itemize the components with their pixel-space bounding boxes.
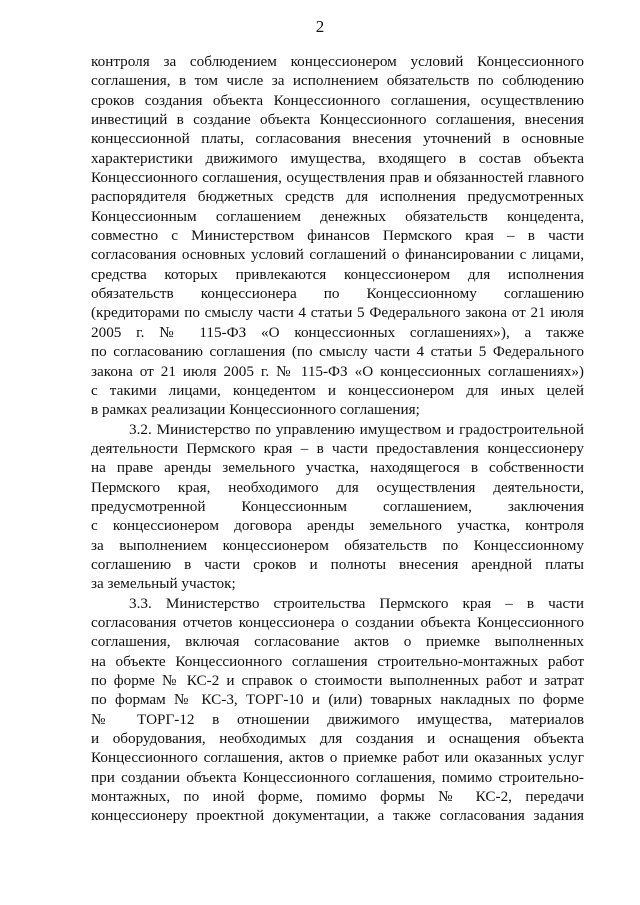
text-line: (кредиторами по смыслу части 4 статьи 5 Федерального закона от 21 июля — [91, 304, 584, 322]
text-line: концессионеру проектной документации, а также согласования задания — [91, 807, 584, 825]
text-line: распорядителя бюджетных средств для исполнения предусмотренных — [91, 188, 584, 206]
text-line: предусмотренной Концессионным соглашением, заключения — [91, 497, 584, 515]
text-line: 2005 г. № 115-ФЗ «О концессионных соглашениях»), а также — [91, 323, 584, 341]
text-line: соглашения, включая согласование актов о приемке выполненных — [91, 633, 584, 651]
text-line: согласования основных условий соглашений о финансировании с лицами, — [91, 246, 584, 264]
page-number: 2 — [315, 17, 325, 36]
text-line: согласования отчетов концессионера о создании объекта Концессионного — [91, 613, 584, 631]
document-body — [91, 52, 584, 826]
text-line: на объекте Концессионного соглашения строительно-монтажных работ — [91, 652, 584, 670]
text-line: обязательств концессионера по Концессионному соглашению — [91, 285, 584, 303]
text-line: по согласованию соглашения (по смыслу части 4 статьи 5 Федерального — [91, 343, 584, 361]
text-line: характеристики движимого имущества, входящего в состав объекта — [91, 149, 584, 167]
text-line: по форме № КС-2 и справок о стоимости выполненных работ и затрат — [91, 672, 584, 689]
text-line: закона от 21 июля 2005 г. № 115-ФЗ «О концессионных соглашениях») — [91, 362, 584, 380]
text-line: Концессионного соглашения, осуществления прав и обязанностей главного — [91, 169, 584, 187]
text-line: № ТОРГ-12 в отношении движимого имущества, материалов — [91, 710, 584, 728]
text-line: 3.3. Министерство строительства Пермского края – в части — [129, 594, 584, 612]
paragraph-item-3-3 — [91, 594, 584, 826]
text-line: сроков создания объекта Концессионного соглашения, осуществлению — [91, 91, 584, 109]
text-line: при создании объекта Концессионного соглашения, помимо строительно- — [91, 768, 584, 786]
text-line: совместно с Министерством финансов Пермского края – в части — [91, 227, 584, 245]
text-line: средства которых привлекаются концессионером для исполнения — [91, 265, 584, 283]
text-line: в рамках реализации Концессионного соглашения; — [91, 401, 420, 419]
text-line: деятельности Пермского края – в части предоставления концессионеру — [91, 439, 584, 457]
text-line: инвестиций в создание объекта Концессионного соглашения, внесения — [91, 111, 584, 129]
text-line: Концессионным соглашением денежных обязательств концедента, — [91, 207, 584, 225]
text-line: за земельный участок; — [91, 575, 236, 593]
text-line: монтажных, по иной форме, помимо формы № КС-2, передачи — [91, 788, 584, 806]
text-line: соглашению в части сроков и полноты внесения арендной платы — [91, 555, 584, 573]
text-line: Пермского края, необходимого для осуществления деятельности, — [91, 478, 584, 496]
text-line: с концессионером договора аренды земельного участка, контроля — [91, 517, 584, 535]
text-line: концессионной платы, согласования внесения уточнений в основные — [91, 130, 584, 148]
text-line: на праве аренды земельного участка, находящегося в собственности — [91, 459, 584, 477]
paragraph-item-3-2 — [91, 420, 584, 594]
text-line: и оборудования, необходимых для создания и оснащения объекта — [91, 730, 584, 748]
text-line: с такими лицами, концедентом и концессионером для иных целей — [91, 381, 584, 399]
text-line: контроля за соблюдением концессионером условий Концессионного — [91, 53, 584, 70]
text-line: 3.2. Министерство по управлению имуществом и градостроительной — [129, 420, 584, 438]
text-line: Концессионного соглашения, актов о приемке работ или оказанных услуг — [91, 749, 584, 767]
text-line: соглашения, в том числе за исполнением обязательств по соблюдению — [91, 72, 584, 90]
paragraph-continuation — [91, 52, 584, 420]
text-line: за выполнением концессионером обязательств по Концессионному — [91, 536, 584, 554]
text-line: по формам № КС-3, ТОРГ-10 и (или) товарных накладных по форме — [91, 691, 584, 709]
